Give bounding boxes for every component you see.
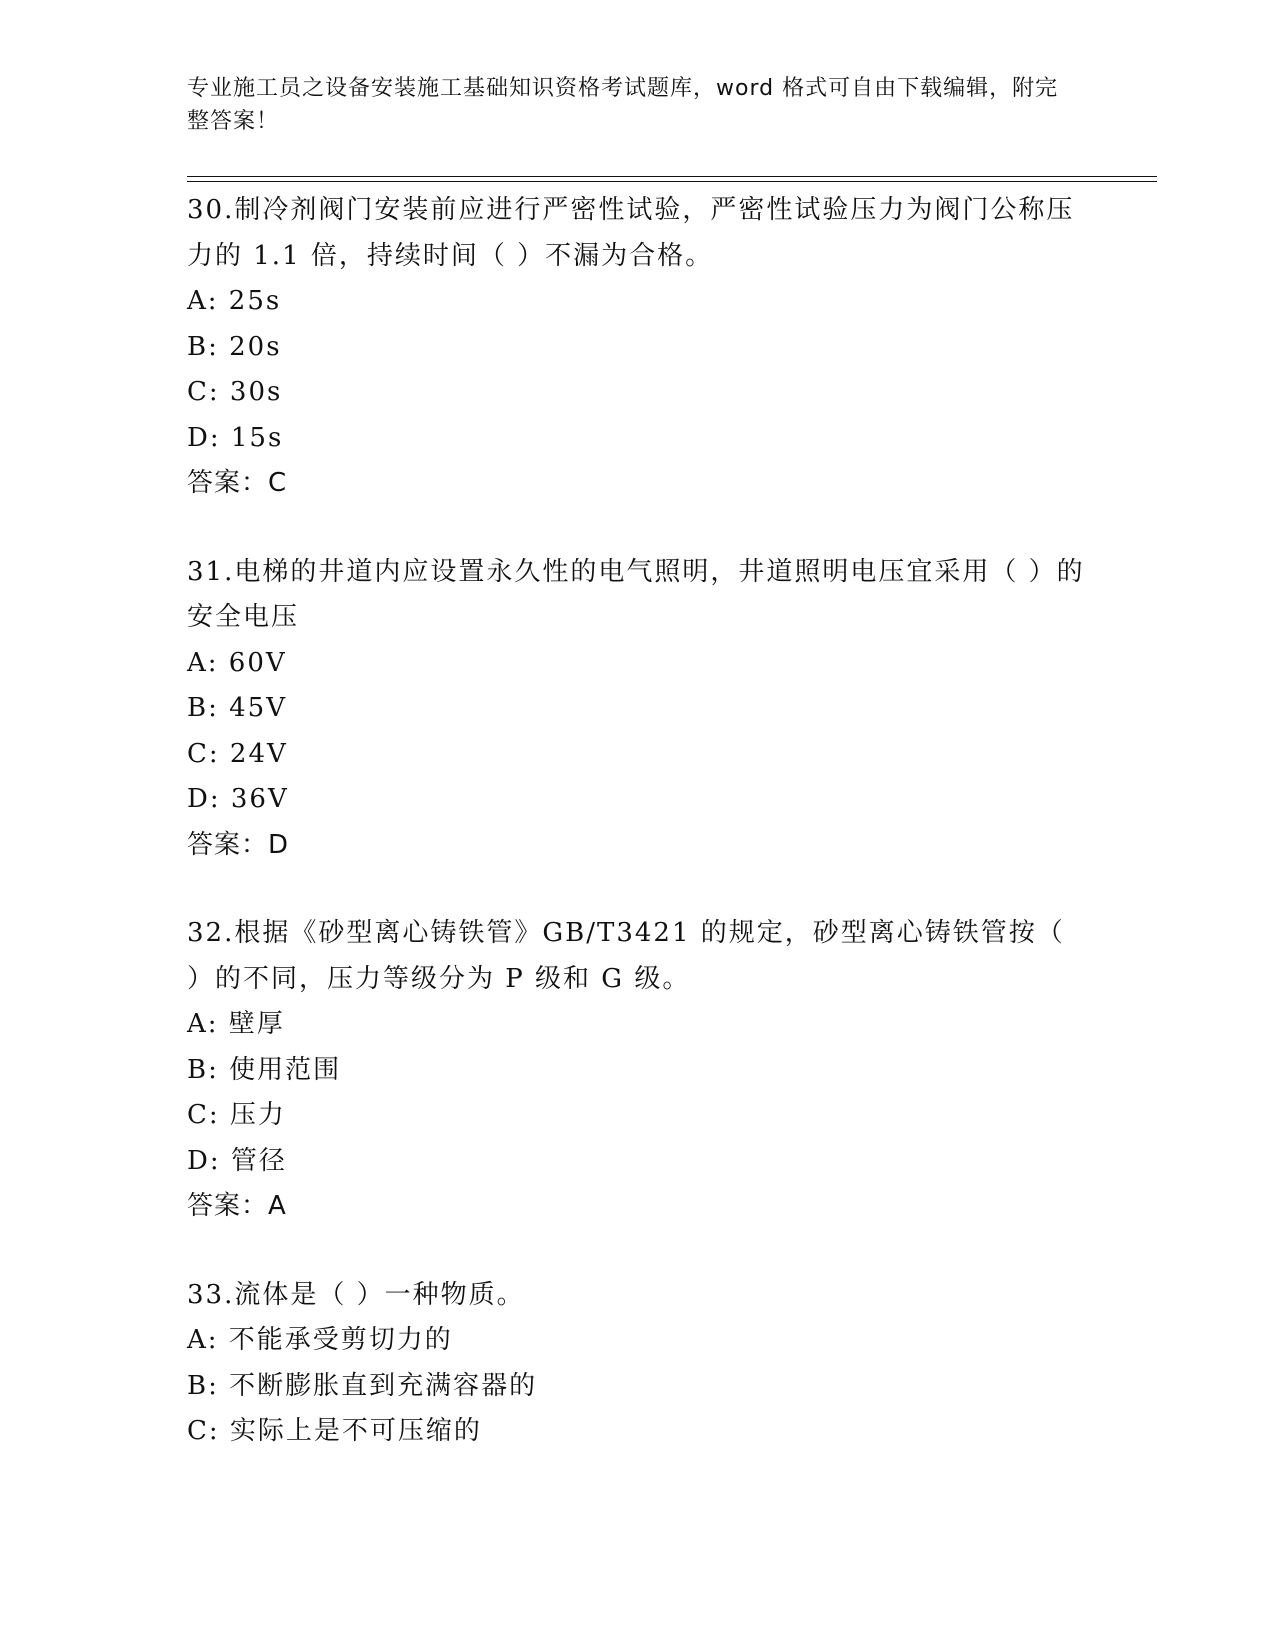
option-d: D: 15s [187,422,284,453]
option-c: C: 实际上是不可压缩的 [187,1416,482,1446]
answer-line: 答案：A [187,1191,287,1221]
option-a: A: 25s [187,286,282,316]
question-list [187,188,1127,1455]
question-32 [187,911,1127,1230]
question-stem: 33.流体是（ ）一种物质。 [187,1279,525,1310]
option-d: D: 管径 [187,1145,287,1176]
option-a: A: 不能承受剪切力的 [187,1325,453,1355]
option-b: B: 20s [187,331,282,362]
question-30 [187,188,1127,507]
question-33 [187,1273,1127,1455]
document-header: 专业施工员之设备安装施工基础知识资格考试题库，word 格式可自由下载编辑，附完整答案！ [187,76,1059,134]
option-b: B: 使用范围 [187,1054,342,1085]
question-stem: 30.制冷剂阀门安装前应进行严密性试验，严密性试验压力为阀门公称压力的 1.1 倍，持续时间（ ）不漏为合格。 [187,195,1075,271]
option-a: A: 60V [187,647,287,678]
question-31 [187,550,1127,869]
header-rule-top [187,176,1157,177]
option-c: C: 30s [187,377,283,407]
option-d: D: 36V [187,784,289,814]
option-c: C: 压力 [187,1100,286,1130]
option-b: B: 不断膨胀直到充满容器的 [187,1370,538,1401]
option-b: B: 45V [187,693,287,723]
header-rule-bottom [187,181,1157,182]
question-stem: 32.根据《砂型离心铸铁管》GB/T3421 的规定，砂型离心铸铁管按（ ）的不同，压力等级分为 P 级和 G 级。 [187,918,1065,994]
option-c: C: 24V [187,738,288,769]
answer-line: 答案：D [187,829,290,860]
question-stem: 31.电梯的井道内应设置永久性的电气照明，井道照明电压宜采用（ ）的安全电压 [187,556,1085,632]
option-a: A: 壁厚 [187,1009,285,1039]
answer-line: 答案：C [187,468,288,498]
